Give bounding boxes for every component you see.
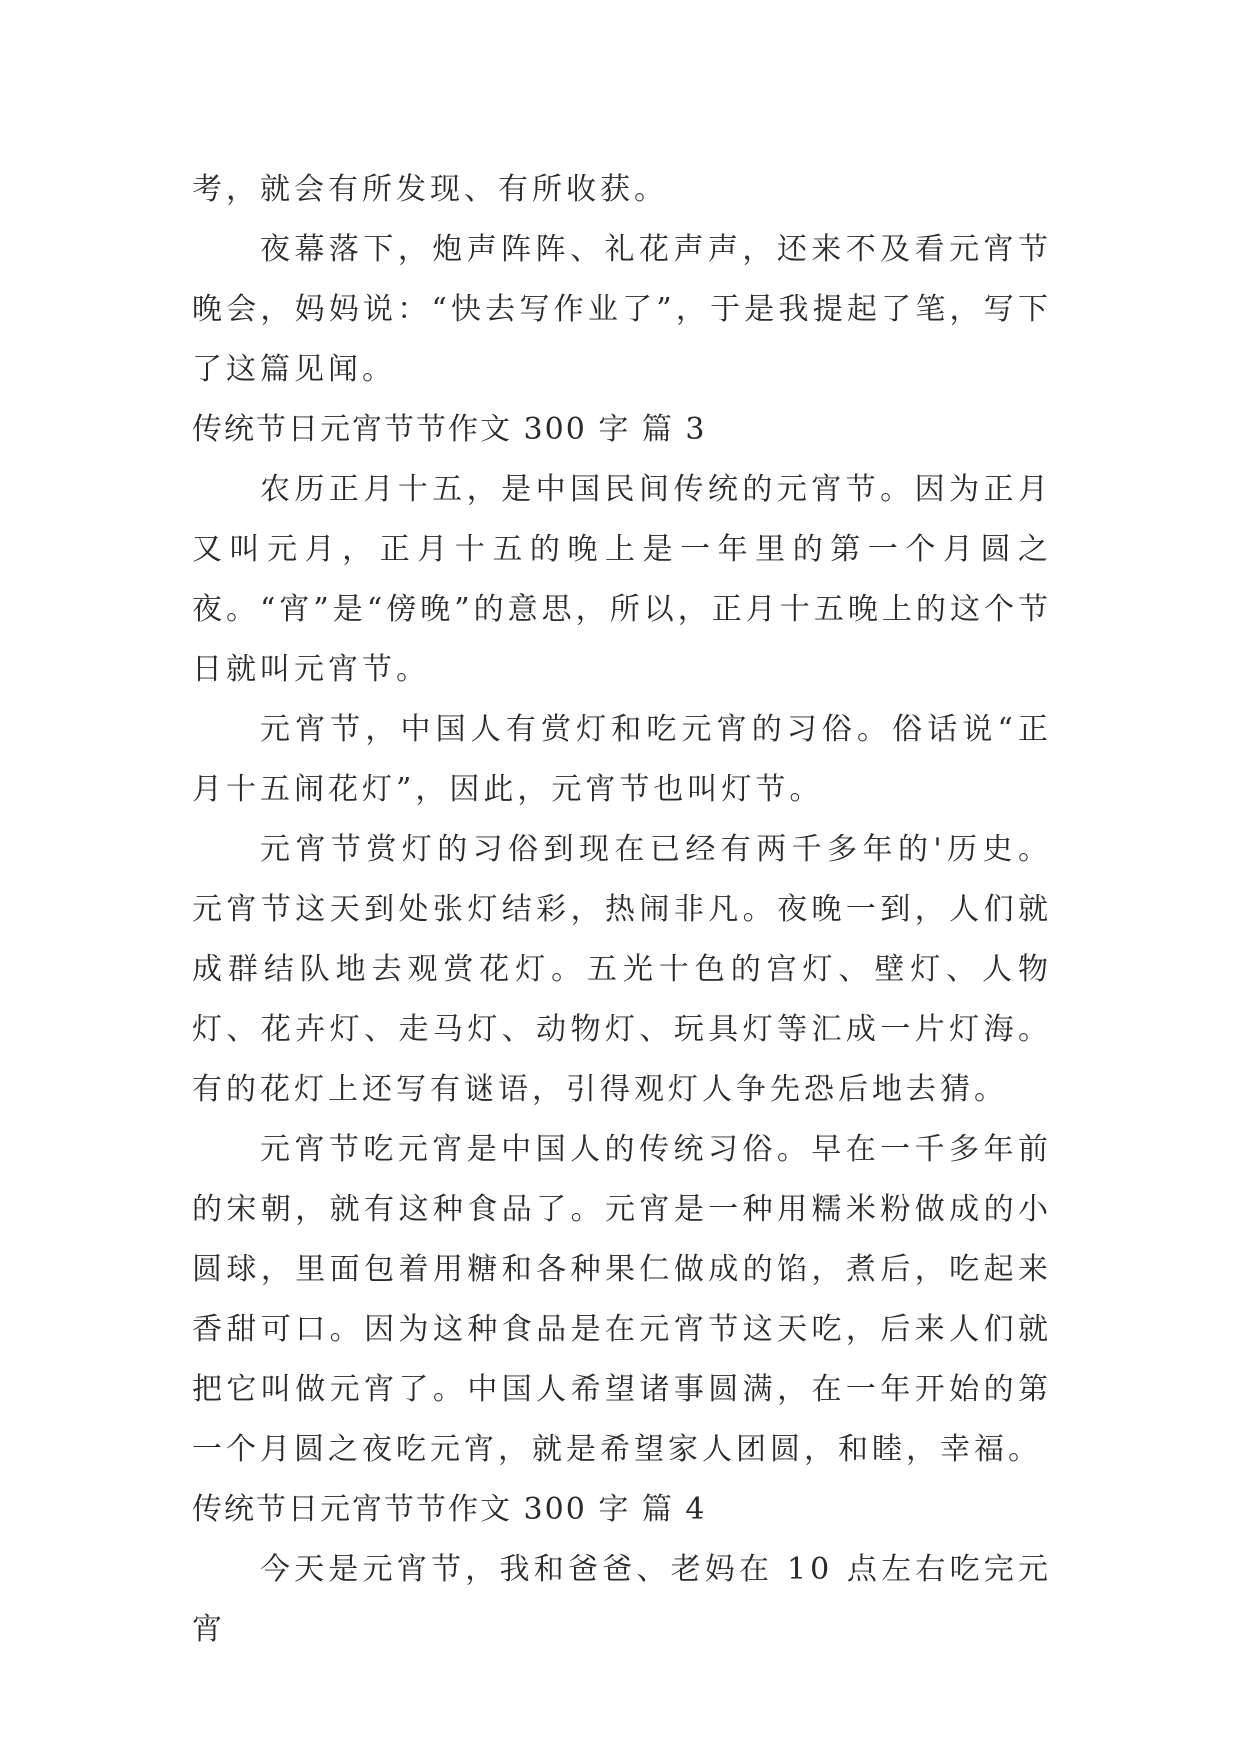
paragraph: 元宵节赏灯的习俗到现在已经有两千多年的'历史。元宵节这天到处张灯结彩，热闹非凡。夜晚一到，人们就成群结队地去观赏花灯。五光十色的宫灯、壁灯、人物灯、花卉灯、走马灯、动物灯、玩具灯等汇成一片灯海。有的花灯上还写有谜语，引得观灯人争先恐后地去猜。: [192, 832, 1052, 1107]
paragraph: 农历正月十五，是中国民间传统的元宵节。因为正月又叫元月，正月十五的晚上是一年里的第一个月圆之夜。“宵”是“傍晚”的意思，所以，正月十五晚上的这个节日就叫元宵节。: [192, 472, 1052, 687]
paragraph-continuation: 考，就会有所发现、有所收获。: [192, 172, 668, 207]
paragraph: 今天是元宵节，我和爸爸、老妈在 10 点左右吃完元宵: [192, 1552, 1052, 1647]
paragraph: 元宵节吃元宵是中国人的传统习俗。早在一千多年前的宋朝，就有这种食品了。元宵是一种用糯米粉做成的小圆球，里面包着用糖和各种果仁做成的馅，煮后，吃起来香甜可口。因为这种食品是在元宵节这天吃，后来人们就把它叫做元宵了。中国人希望诸事圆满，在一年开始的第一个月圆之夜吃元宵，就是希望家人团圆，和睦，幸福。: [192, 1132, 1052, 1467]
paragraph: 夜幕落下，炮声阵阵、礼花声声，还来不及看元宵节晚会，妈妈说：“快去写作业了”，于是我提起了笔，写下了这篇见闻。: [192, 232, 1052, 387]
section-heading: 传统节日元宵节节作文 300 字 篇 3: [192, 412, 707, 447]
document-body: [192, 160, 1052, 1660]
section-heading: 传统节日元宵节节作文 300 字 篇 4: [192, 1492, 707, 1527]
paragraph: 元宵节，中国人有赏灯和吃元宵的习俗。俗话说“正月十五闹花灯”，因此，元宵节也叫灯节。: [192, 712, 1052, 807]
